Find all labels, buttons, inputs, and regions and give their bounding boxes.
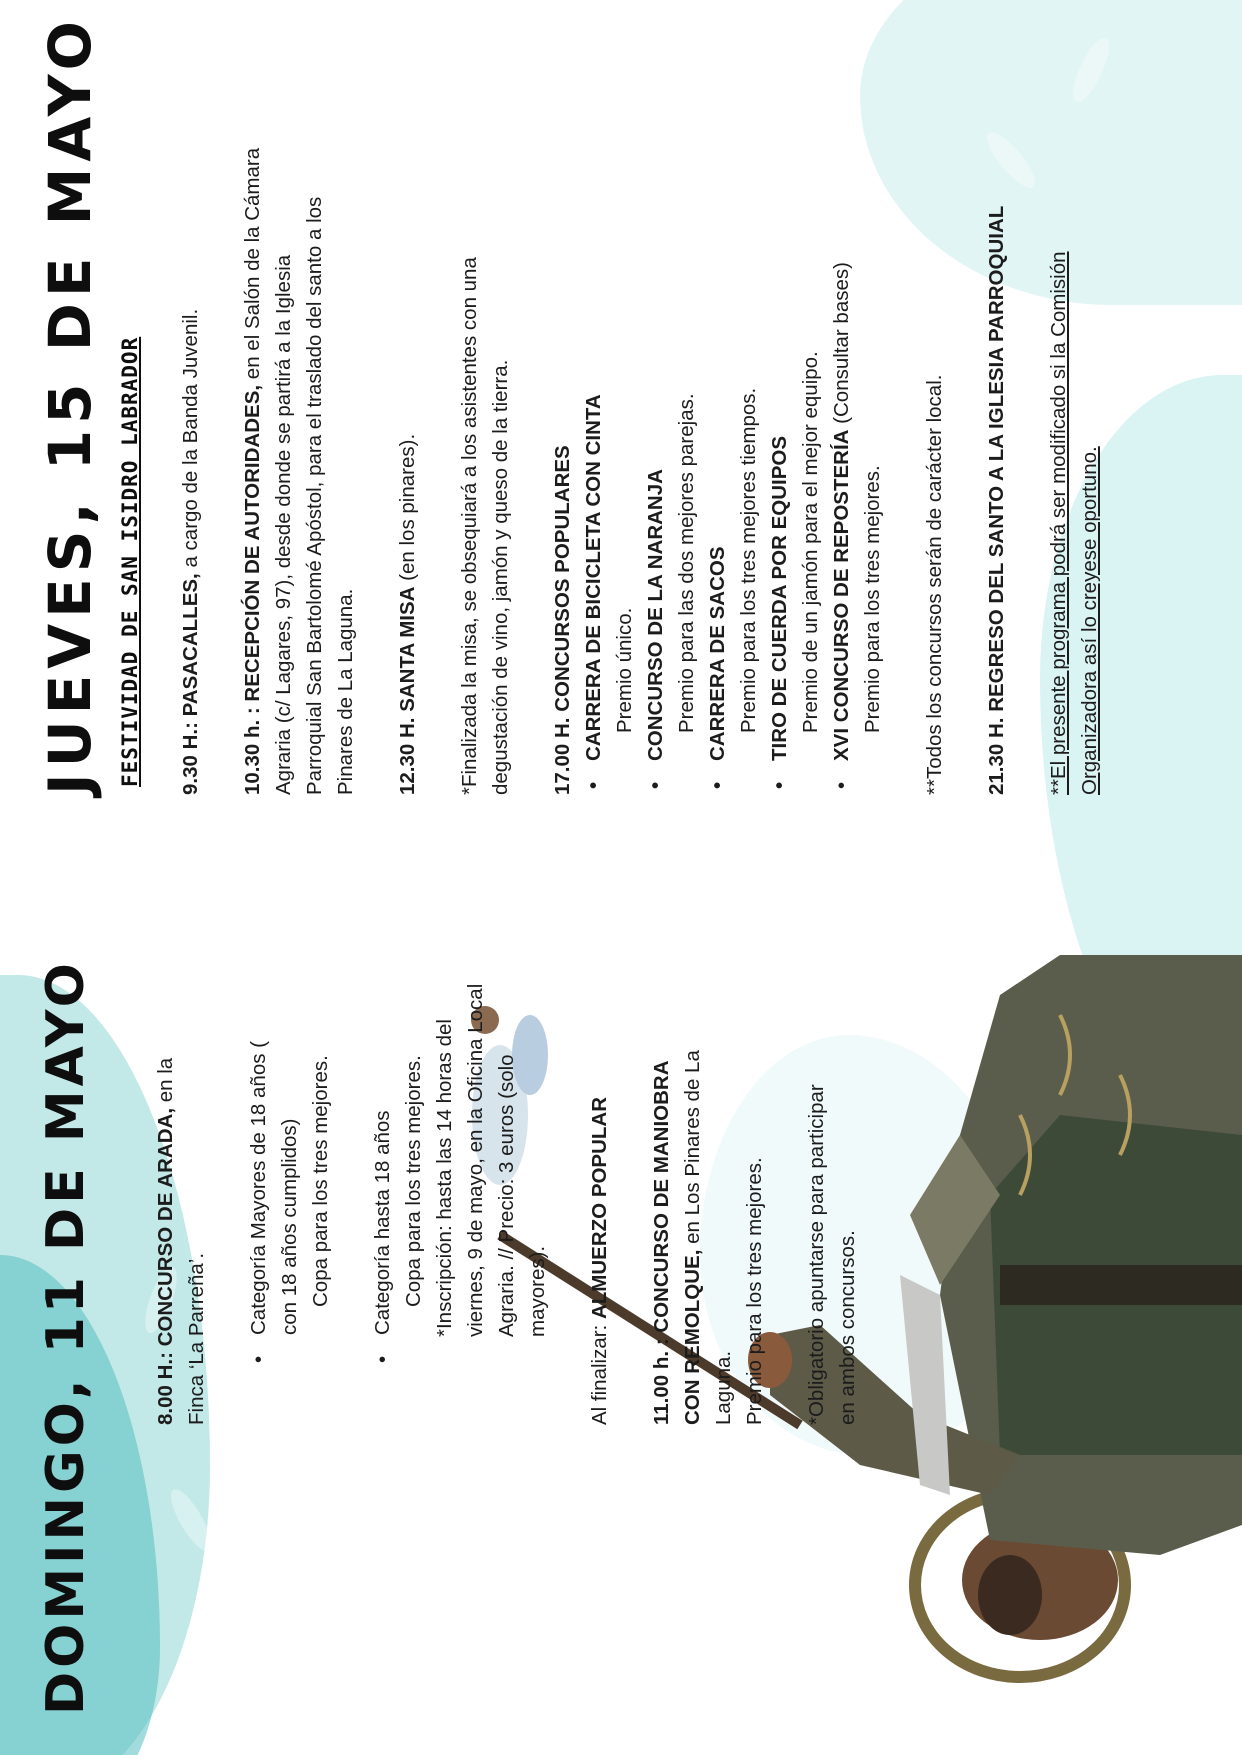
misa-title: 12.30 H. SANTA MISA: [396, 586, 419, 795]
pasacalles-entry: [175, 5, 206, 795]
recepcion-line: Parroquial San Bartolomé Apóstol, para el traslado del santo a los: [303, 196, 326, 795]
maniobra-location: [677, 765, 708, 1425]
thursday-schedule: [175, 5, 1105, 795]
contest-prize: Premio para las dos mejores parejas.: [675, 393, 698, 733]
sunday-title: DOMINGO, 11 DE MAYO: [36, 959, 96, 1715]
inscription-line: viernes, 9 de mayo, en la Oficina Local: [464, 983, 487, 1337]
contest-item-name: XVI CONCURSO DE REPOSTERÍA: [830, 429, 853, 761]
arada-text: en la: [154, 1057, 177, 1108]
local-character-note: **Todos los concursos serán de carácter local.: [923, 374, 946, 795]
misa-entry: [392, 5, 423, 795]
contest-item-extra: (Consultar bases): [830, 262, 853, 430]
maniobra-location-2: Laguna.: [712, 1350, 735, 1425]
contest-prize: Premio para los tres mejores.: [861, 465, 884, 733]
contest-item: • CONCURSO DE LA NARANJA: [640, 5, 671, 791]
maniobra-title: 11.00 h. : CONCURSO DE MANIOBRA: [650, 1060, 673, 1425]
arada-entry: [150, 765, 181, 1425]
recepcion-title: 10.30 h. : RECEPCIÓN DE AUTORIDADES,: [241, 384, 264, 795]
contest-prize: Premio único.: [613, 607, 636, 733]
arada-location: Finca ‘La Parreña’.: [185, 1252, 208, 1425]
maniobra-text: en Los Pinares de La: [681, 1050, 704, 1250]
festivity-subtitle: FESTIVIDAD DE SAN ISIDRO LABRADOR: [118, 336, 142, 787]
arada-time: 8.00 H.: CONCURSO DE ARADA,: [154, 1107, 177, 1425]
thursday-title: JUEVES, 15 DE MAYO: [36, 15, 104, 795]
return-procession-entry: 21.30 H. REGRESO DEL SANTO A LA IGLESIA PARROQUIAL: [985, 205, 1008, 795]
contest-prize: Premio de un jamón para el mejor equipo.: [799, 351, 822, 733]
contest-item: • TIRO DE CUERDA POR EQUIPOS: [764, 5, 795, 791]
program-change-note: **El presente programa podrá ser modificado si la Comisión: [1047, 251, 1070, 795]
tasting-note: *Finalizada la misa, se obsequiará a los asistentes con una: [458, 257, 481, 795]
inscription-line: mayores).: [526, 1245, 549, 1337]
inscription-line: *Inscripción: hasta las 14 horas del: [433, 1019, 456, 1337]
pasacalles-title: 9.30 H.: PASACALLES,: [179, 573, 202, 795]
almuerzo-entry: [584, 765, 615, 1425]
misa-text: (en los pinares).: [396, 433, 419, 587]
contest-item: • CARRERA DE BICICLETA CON CINTA: [578, 5, 609, 791]
mandatory-note: en ambos concursos.: [836, 1230, 859, 1425]
sunday-schedule: [150, 765, 863, 1425]
recepcion-entry: [237, 5, 268, 795]
almuerzo-prefix: Al finalizar:: [588, 1319, 611, 1425]
category-adults-prize: Copa para los tres mejores.: [309, 1055, 332, 1307]
category-adults: • Categoría Mayores de 18 años (: [243, 765, 274, 1365]
category-youth: • Categoría hasta 18 años: [367, 765, 398, 1365]
program-change-note: Organizadora así lo creyese oportuno.: [1078, 446, 1101, 795]
maniobra-title-2: CON REMOLQUE,: [681, 1249, 704, 1425]
category-adults-detail: con 18 años cumplidos): [278, 1118, 301, 1335]
contest-item: • CARRERA DE SACOS: [702, 5, 733, 791]
almuerzo-title: ALMUERZO POPULAR: [588, 1096, 611, 1320]
inscription-line: Agraria. // Precio: 3 euros (solo: [495, 1054, 518, 1337]
tasting-note: degustación de vino, jamón y queso de la tierra.: [489, 359, 512, 795]
mandatory-note: *Obligatorio apuntarse para participar: [805, 1084, 828, 1425]
recepcion-line: Pinares de La Laguna.: [334, 588, 357, 795]
maniobra-prize: Premio para los tres mejores.: [743, 1157, 766, 1425]
contests-heading: 17.00 H. CONCURSOS POPULARES: [551, 445, 574, 795]
pasacalles-text: a cargo de la Banda Juvenil.: [179, 308, 202, 574]
recepcion-line: Agraria (c/ Lagares, 97), desde donde se partirá a la Iglesia: [272, 254, 295, 795]
category-youth-prize: Copa para los tres mejores.: [402, 1055, 425, 1307]
recepcion-text: en el Salón de la Cámara: [241, 147, 264, 385]
contest-item: [826, 5, 857, 791]
contest-prize: Premio para los tres mejores tiempos.: [737, 387, 760, 733]
